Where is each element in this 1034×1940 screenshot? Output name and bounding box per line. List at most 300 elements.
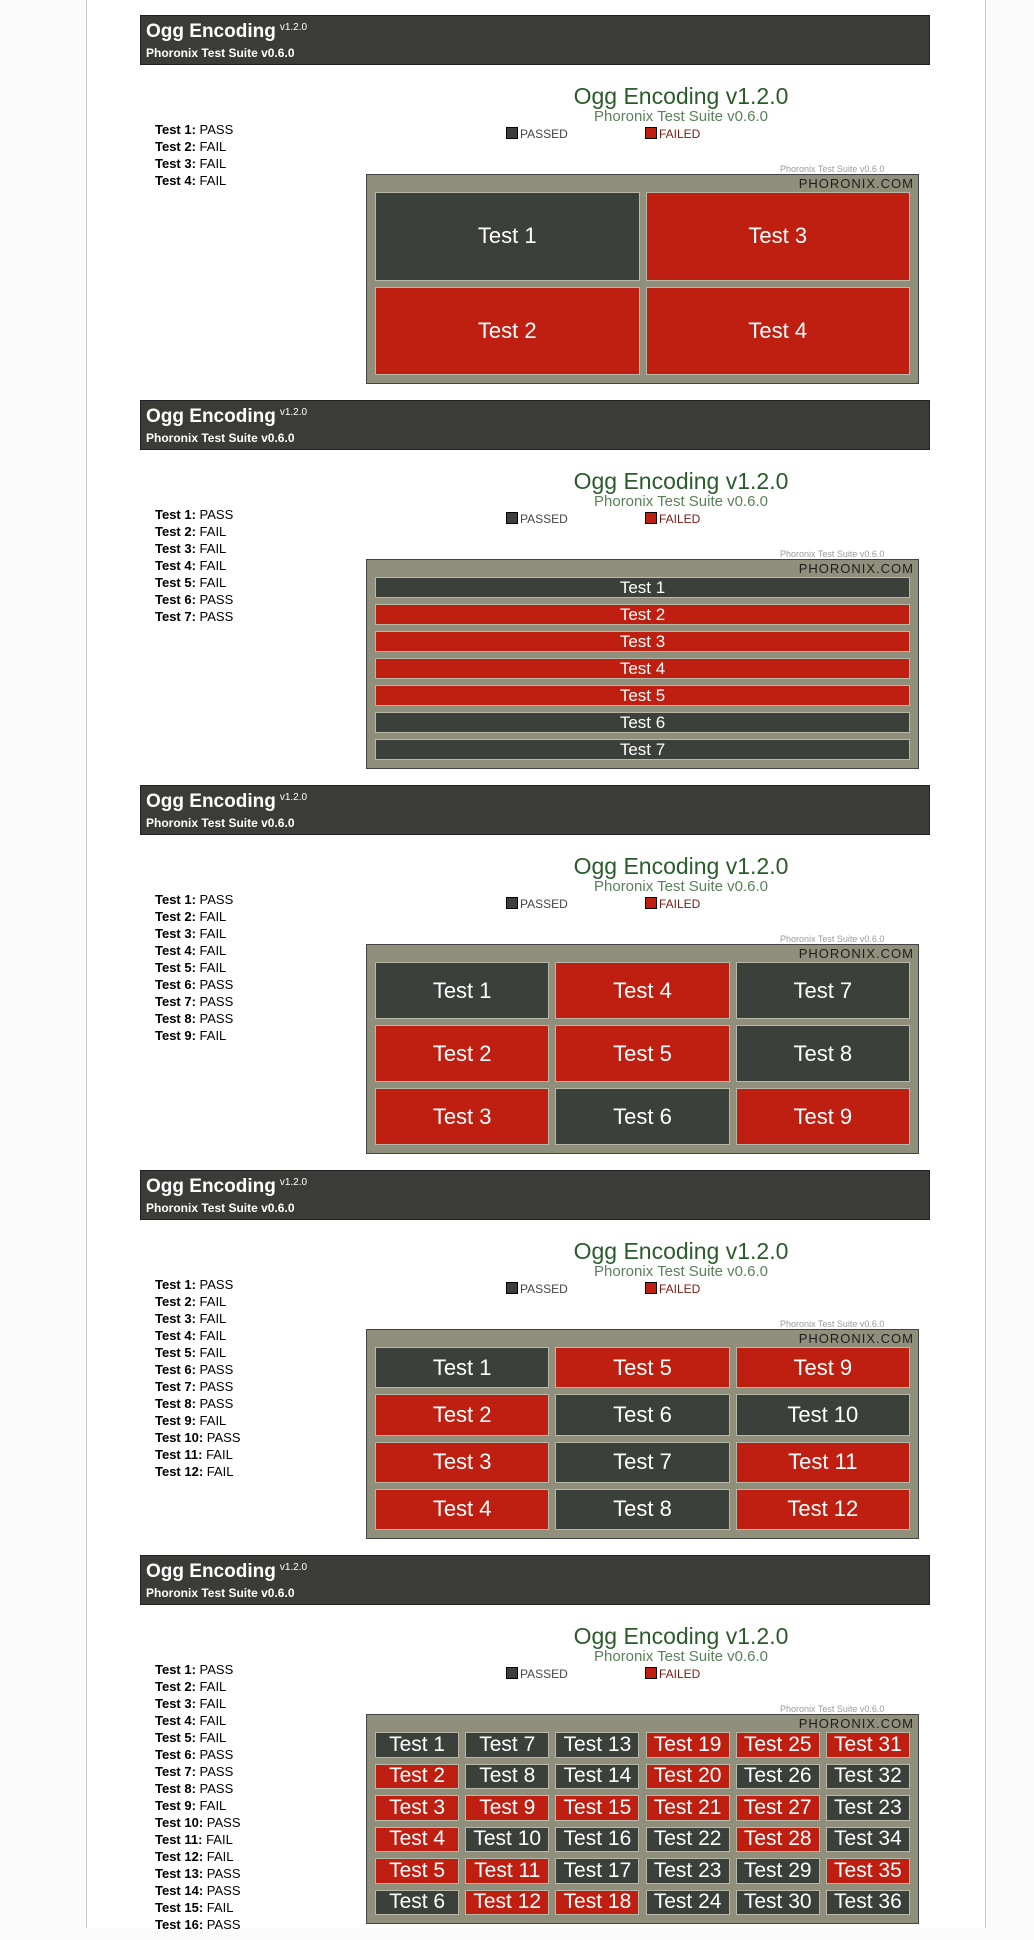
test-tile: Test 22 bbox=[646, 1827, 730, 1853]
chart-frame bbox=[366, 1714, 919, 1924]
legend-failed-swatch bbox=[645, 512, 657, 524]
test-tile: Test 4 bbox=[375, 1489, 549, 1530]
legend-passed bbox=[506, 127, 568, 141]
legend-failed bbox=[645, 897, 700, 911]
test-tile: Test 13 bbox=[555, 1732, 639, 1758]
result-item bbox=[155, 574, 233, 591]
result-item bbox=[155, 993, 233, 1010]
chart-title: Ogg Encoding v1.2.0 bbox=[573, 853, 789, 879]
result-value: FAIL bbox=[203, 1849, 234, 1864]
result-value: FAIL bbox=[195, 960, 227, 975]
test-tile: Test 9 bbox=[736, 1088, 910, 1145]
result-label: Test 1: bbox=[155, 122, 196, 137]
result-label: Test 8: bbox=[155, 1396, 196, 1411]
result-value: FAIL bbox=[195, 926, 227, 941]
test-tile: Test 11 bbox=[465, 1858, 549, 1884]
result-item bbox=[155, 925, 233, 942]
section-subtitle: Phoronix Test Suite v0.6.0 bbox=[146, 1201, 295, 1215]
result-value: FAIL bbox=[195, 1345, 227, 1360]
chart-frame bbox=[366, 174, 919, 384]
test-tile: Test 6 bbox=[555, 1088, 729, 1145]
chart-watermark: Phoronix Test Suite v0.6.0 bbox=[780, 1704, 885, 1714]
result-label: Test 9: bbox=[155, 1413, 196, 1428]
result-item bbox=[155, 976, 233, 993]
result-value: PASS bbox=[195, 977, 234, 992]
result-item bbox=[155, 1729, 241, 1746]
result-value: PASS bbox=[195, 1277, 234, 1292]
chart-watermark: Phoronix Test Suite v0.6.0 bbox=[780, 549, 885, 559]
result-value: PASS bbox=[195, 1379, 234, 1394]
test-tile: Test 8 bbox=[555, 1489, 729, 1530]
result-item bbox=[155, 1276, 241, 1293]
result-label: Test 2: bbox=[155, 909, 196, 924]
result-item bbox=[155, 1327, 241, 1344]
test-tile: Test 1 bbox=[375, 577, 910, 598]
result-value: PASS bbox=[195, 609, 234, 624]
result-item bbox=[155, 1780, 241, 1797]
chart-title: Ogg Encoding v1.2.0 bbox=[573, 468, 789, 494]
test-tile: Test 9 bbox=[736, 1347, 910, 1388]
result-value: FAIL bbox=[195, 1311, 227, 1326]
test-tile: Test 32 bbox=[826, 1764, 910, 1790]
section-version: v1.2.0 bbox=[279, 1561, 308, 1573]
result-value: PASS bbox=[195, 1011, 234, 1026]
section-title-text: Ogg Encoding bbox=[146, 406, 276, 427]
result-value: FAIL bbox=[195, 1328, 227, 1343]
result-item bbox=[155, 1344, 241, 1361]
result-item bbox=[155, 121, 233, 138]
result-label: Test 7: bbox=[155, 994, 196, 1009]
result-label: Test 6: bbox=[155, 1362, 196, 1377]
result-label: Test 1: bbox=[155, 1277, 196, 1292]
chart-title: Ogg Encoding v1.2.0 bbox=[573, 1623, 789, 1649]
result-label: Test 6: bbox=[155, 592, 196, 607]
test-tile: Test 2 bbox=[375, 1025, 549, 1082]
result-value: FAIL bbox=[195, 1413, 227, 1428]
chart-subtitle: Phoronix Test Suite v0.6.0 bbox=[594, 1648, 768, 1665]
test-tile: Test 1 bbox=[375, 962, 549, 1019]
result-label: Test 2: bbox=[155, 139, 196, 154]
test-section bbox=[140, 785, 930, 1170]
section-title-text: Ogg Encoding bbox=[146, 1561, 276, 1582]
result-item bbox=[155, 1378, 241, 1395]
chart-frame bbox=[366, 944, 919, 1154]
test-tile: Test 12 bbox=[465, 1890, 549, 1916]
brand-label: PHORONIX.COM bbox=[798, 176, 914, 191]
legend-passed-swatch bbox=[506, 897, 518, 909]
result-value: FAIL bbox=[195, 1798, 227, 1813]
section-subtitle: Phoronix Test Suite v0.6.0 bbox=[146, 46, 295, 60]
result-label: Test 3: bbox=[155, 926, 196, 941]
test-tile: Test 23 bbox=[826, 1795, 910, 1821]
section-version: v1.2.0 bbox=[279, 406, 308, 418]
result-label: Test 9: bbox=[155, 1798, 196, 1813]
test-section bbox=[140, 1170, 930, 1555]
legend-passed bbox=[506, 1667, 568, 1681]
legend-failed-label: FAILED bbox=[659, 1667, 701, 1681]
result-label: Test 7: bbox=[155, 1764, 196, 1779]
result-label: Test 1: bbox=[155, 507, 196, 522]
section-header bbox=[140, 785, 930, 835]
result-item bbox=[155, 942, 233, 959]
test-tile: Test 4 bbox=[646, 287, 911, 376]
chart-watermark: Phoronix Test Suite v0.6.0 bbox=[780, 1319, 885, 1329]
result-label: Test 4: bbox=[155, 943, 196, 958]
result-label: Test 11: bbox=[155, 1832, 203, 1847]
test-tile: Test 4 bbox=[375, 1827, 459, 1853]
result-value: FAIL bbox=[195, 156, 227, 171]
result-item bbox=[155, 506, 233, 523]
test-tile: Test 3 bbox=[375, 1795, 459, 1821]
brand-label: PHORONIX.COM bbox=[798, 1331, 914, 1346]
test-tile: Test 19 bbox=[646, 1732, 730, 1758]
section-version: v1.2.0 bbox=[279, 791, 308, 803]
result-label: Test 3: bbox=[155, 1696, 196, 1711]
test-tile: Test 5 bbox=[555, 1025, 729, 1082]
section-subtitle: Phoronix Test Suite v0.6.0 bbox=[146, 431, 295, 445]
legend-failed bbox=[645, 1667, 700, 1681]
test-section bbox=[140, 400, 930, 785]
legend-failed-label: FAILED bbox=[659, 897, 701, 911]
section-header bbox=[140, 1555, 930, 1605]
results-list bbox=[155, 891, 233, 1044]
test-tile: Test 35 bbox=[826, 1858, 910, 1884]
result-value: FAIL bbox=[203, 1900, 234, 1915]
chart-title: Ogg Encoding v1.2.0 bbox=[573, 83, 789, 109]
result-value: PASS bbox=[203, 1430, 241, 1445]
result-value: FAIL bbox=[195, 1679, 227, 1694]
legend-failed-swatch bbox=[645, 127, 657, 139]
result-label: Test 16: bbox=[155, 1917, 204, 1932]
legend-failed-swatch bbox=[645, 1282, 657, 1294]
test-section bbox=[140, 15, 930, 400]
result-value: PASS bbox=[195, 1396, 234, 1411]
section-header bbox=[140, 1170, 930, 1220]
section-title-text: Ogg Encoding bbox=[146, 791, 276, 812]
result-item bbox=[155, 1293, 241, 1310]
result-value: FAIL bbox=[203, 1464, 234, 1479]
result-label: Test 12: bbox=[155, 1464, 204, 1479]
test-tile: Test 28 bbox=[736, 1827, 820, 1853]
result-label: Test 15: bbox=[155, 1900, 204, 1915]
result-label: Test 2: bbox=[155, 1679, 196, 1694]
results-list bbox=[155, 121, 233, 189]
result-item bbox=[155, 1446, 241, 1463]
test-tile: Test 12 bbox=[736, 1489, 910, 1530]
section-subtitle: Phoronix Test Suite v0.6.0 bbox=[146, 1586, 295, 1600]
result-value: PASS bbox=[195, 1362, 234, 1377]
brand-label: PHORONIX.COM bbox=[798, 1716, 914, 1731]
result-label: Test 4: bbox=[155, 1713, 196, 1728]
chart-frame bbox=[366, 559, 919, 769]
result-item bbox=[155, 155, 233, 172]
test-tile: Test 7 bbox=[555, 1442, 729, 1483]
result-item bbox=[155, 1899, 241, 1916]
result-label: Test 6: bbox=[155, 977, 196, 992]
section-title bbox=[146, 21, 307, 43]
legend-failed-swatch bbox=[645, 1667, 657, 1679]
results-list bbox=[155, 1661, 241, 1933]
result-value: FAIL bbox=[195, 575, 227, 590]
test-tile: Test 10 bbox=[465, 1827, 549, 1853]
chart-subtitle: Phoronix Test Suite v0.6.0 bbox=[594, 108, 768, 125]
result-value: FAIL bbox=[195, 1730, 227, 1745]
legend-passed-label: PASSED bbox=[520, 512, 568, 526]
result-item bbox=[155, 1916, 241, 1933]
test-tile: Test 27 bbox=[736, 1795, 820, 1821]
test-tile: Test 20 bbox=[646, 1764, 730, 1790]
section-title bbox=[146, 1561, 307, 1583]
result-item bbox=[155, 1429, 241, 1446]
result-value: FAIL bbox=[195, 173, 227, 188]
test-tile: Test 8 bbox=[465, 1764, 549, 1790]
result-label: Test 5: bbox=[155, 960, 196, 975]
result-label: Test 14: bbox=[155, 1883, 204, 1898]
section-header bbox=[140, 400, 930, 450]
result-item bbox=[155, 1027, 233, 1044]
test-tile: Test 3 bbox=[375, 631, 910, 652]
result-label: Test 5: bbox=[155, 575, 196, 590]
result-item bbox=[155, 1463, 241, 1480]
result-item bbox=[155, 138, 233, 155]
test-tile: Test 6 bbox=[555, 1394, 729, 1435]
result-label: Test 4: bbox=[155, 558, 196, 573]
results-list bbox=[155, 506, 233, 625]
section-title bbox=[146, 1176, 307, 1198]
result-value: FAIL bbox=[195, 1028, 227, 1043]
test-tile: Test 3 bbox=[375, 1088, 549, 1145]
result-label: Test 3: bbox=[155, 1311, 196, 1326]
result-label: Test 2: bbox=[155, 1294, 196, 1309]
legend-failed-label: FAILED bbox=[659, 127, 701, 141]
test-tile: Test 2 bbox=[375, 287, 640, 376]
legend-failed-label: FAILED bbox=[659, 1282, 701, 1296]
result-item bbox=[155, 557, 233, 574]
result-item bbox=[155, 608, 233, 625]
result-item bbox=[155, 1865, 241, 1882]
test-tile: Test 25 bbox=[736, 1732, 820, 1758]
result-label: Test 1: bbox=[155, 892, 196, 907]
test-tile: Test 1 bbox=[375, 192, 640, 281]
result-item bbox=[155, 1882, 241, 1899]
result-label: Test 1: bbox=[155, 1662, 196, 1677]
result-value: FAIL bbox=[195, 1696, 227, 1711]
test-tile: Test 11 bbox=[736, 1442, 910, 1483]
legend-failed-swatch bbox=[645, 897, 657, 909]
result-value: FAIL bbox=[195, 558, 227, 573]
section-version: v1.2.0 bbox=[279, 21, 308, 33]
result-label: Test 3: bbox=[155, 156, 196, 171]
test-tile: Test 34 bbox=[826, 1827, 910, 1853]
section-title bbox=[146, 406, 307, 428]
legend-passed bbox=[506, 1282, 568, 1296]
test-section bbox=[140, 1555, 930, 1940]
test-tile: Test 1 bbox=[375, 1347, 549, 1388]
result-label: Test 7: bbox=[155, 609, 196, 624]
chart-subtitle: Phoronix Test Suite v0.6.0 bbox=[594, 1263, 768, 1280]
result-value: FAIL bbox=[202, 1447, 233, 1462]
test-tile: Test 9 bbox=[465, 1795, 549, 1821]
test-tile: Test 2 bbox=[375, 1394, 549, 1435]
result-item bbox=[155, 1797, 241, 1814]
result-item bbox=[155, 1746, 241, 1763]
legend-passed bbox=[506, 512, 568, 526]
legend-failed bbox=[645, 512, 700, 526]
test-tile: Test 23 bbox=[646, 1858, 730, 1884]
result-item bbox=[155, 908, 233, 925]
test-tile: Test 15 bbox=[555, 1795, 639, 1821]
result-value: FAIL bbox=[195, 139, 227, 154]
result-value: FAIL bbox=[195, 1713, 227, 1728]
brand-label: PHORONIX.COM bbox=[798, 561, 914, 576]
result-value: FAIL bbox=[202, 1832, 233, 1847]
result-value: FAIL bbox=[195, 524, 227, 539]
result-item bbox=[155, 1395, 241, 1412]
test-tile: Test 18 bbox=[555, 1890, 639, 1916]
legend-failed bbox=[645, 1282, 700, 1296]
result-item bbox=[155, 172, 233, 189]
result-value: PASS bbox=[195, 892, 234, 907]
section-subtitle: Phoronix Test Suite v0.6.0 bbox=[146, 816, 295, 830]
test-tile: Test 1 bbox=[375, 1732, 459, 1758]
legend-passed-label: PASSED bbox=[520, 1282, 568, 1296]
section-title bbox=[146, 791, 307, 813]
legend-passed-swatch bbox=[506, 127, 518, 139]
result-item bbox=[155, 1361, 241, 1378]
result-label: Test 4: bbox=[155, 1328, 196, 1343]
result-value: PASS bbox=[203, 1883, 241, 1898]
legend-passed-label: PASSED bbox=[520, 1667, 568, 1681]
result-label: Test 6: bbox=[155, 1747, 196, 1762]
result-label: Test 13: bbox=[155, 1866, 204, 1881]
test-tile: Test 2 bbox=[375, 1764, 459, 1790]
legend-passed bbox=[506, 897, 568, 911]
result-item bbox=[155, 1678, 241, 1695]
result-label: Test 10: bbox=[155, 1430, 204, 1445]
result-value: PASS bbox=[203, 1917, 241, 1932]
test-tile: Test 31 bbox=[826, 1732, 910, 1758]
result-value: PASS bbox=[203, 1815, 241, 1830]
result-label: Test 7: bbox=[155, 1379, 196, 1394]
chart-watermark: Phoronix Test Suite v0.6.0 bbox=[780, 934, 885, 944]
result-label: Test 2: bbox=[155, 524, 196, 539]
chart-subtitle: Phoronix Test Suite v0.6.0 bbox=[594, 493, 768, 510]
legend-failed-label: FAILED bbox=[659, 512, 701, 526]
result-label: Test 8: bbox=[155, 1011, 196, 1026]
section-title-text: Ogg Encoding bbox=[146, 1176, 276, 1197]
result-item bbox=[155, 959, 233, 976]
result-item bbox=[155, 1712, 241, 1729]
result-value: PASS bbox=[203, 1866, 241, 1881]
legend-passed-swatch bbox=[506, 512, 518, 524]
legend-failed bbox=[645, 127, 700, 141]
result-item bbox=[155, 1412, 241, 1429]
result-item bbox=[155, 1831, 241, 1848]
result-item bbox=[155, 1763, 241, 1780]
test-tile: Test 4 bbox=[375, 658, 910, 679]
test-tile: Test 26 bbox=[736, 1764, 820, 1790]
legend-passed-swatch bbox=[506, 1667, 518, 1679]
result-item bbox=[155, 591, 233, 608]
result-value: FAIL bbox=[195, 943, 227, 958]
result-label: Test 12: bbox=[155, 1849, 204, 1864]
result-value: PASS bbox=[195, 122, 234, 137]
test-tile: Test 36 bbox=[826, 1890, 910, 1916]
result-value: FAIL bbox=[195, 909, 227, 924]
result-value: FAIL bbox=[195, 541, 227, 556]
chart-title: Ogg Encoding v1.2.0 bbox=[573, 1238, 789, 1264]
test-tile: Test 6 bbox=[375, 1890, 459, 1916]
test-tile: Test 3 bbox=[646, 192, 911, 281]
result-value: PASS bbox=[195, 1662, 234, 1677]
test-tile: Test 4 bbox=[555, 962, 729, 1019]
test-tile: Test 21 bbox=[646, 1795, 730, 1821]
result-item bbox=[155, 1814, 241, 1831]
result-item bbox=[155, 1010, 233, 1027]
test-tile: Test 10 bbox=[736, 1394, 910, 1435]
brand-label: PHORONIX.COM bbox=[798, 946, 914, 961]
test-tile: Test 29 bbox=[736, 1858, 820, 1884]
result-value: PASS bbox=[195, 994, 234, 1009]
result-item bbox=[155, 1661, 241, 1678]
test-tile: Test 8 bbox=[736, 1025, 910, 1082]
test-tile: Test 17 bbox=[555, 1858, 639, 1884]
result-value: PASS bbox=[195, 507, 234, 522]
section-title-text: Ogg Encoding bbox=[146, 21, 276, 42]
chart-frame bbox=[366, 1329, 919, 1539]
result-item bbox=[155, 523, 233, 540]
result-item bbox=[155, 891, 233, 908]
chart-subtitle: Phoronix Test Suite v0.6.0 bbox=[594, 878, 768, 895]
result-label: Test 11: bbox=[155, 1447, 203, 1462]
test-tile: Test 3 bbox=[375, 1442, 549, 1483]
test-tile: Test 6 bbox=[375, 712, 910, 733]
test-tile: Test 7 bbox=[736, 962, 910, 1019]
result-label: Test 5: bbox=[155, 1730, 196, 1745]
chart-watermark: Phoronix Test Suite v0.6.0 bbox=[780, 164, 885, 174]
test-tile: Test 5 bbox=[555, 1347, 729, 1388]
result-item bbox=[155, 1310, 241, 1327]
result-value: PASS bbox=[195, 592, 234, 607]
test-tile: Test 7 bbox=[375, 739, 910, 760]
result-label: Test 3: bbox=[155, 541, 196, 556]
result-value: FAIL bbox=[195, 1294, 227, 1309]
result-label: Test 10: bbox=[155, 1815, 204, 1830]
section-header bbox=[140, 15, 930, 65]
legend-passed-swatch bbox=[506, 1282, 518, 1294]
result-label: Test 4: bbox=[155, 173, 196, 188]
result-item bbox=[155, 540, 233, 557]
test-tile: Test 5 bbox=[375, 1858, 459, 1884]
test-tile: Test 7 bbox=[465, 1732, 549, 1758]
results-list bbox=[155, 1276, 241, 1480]
result-label: Test 9: bbox=[155, 1028, 196, 1043]
legend-passed-label: PASSED bbox=[520, 127, 568, 141]
section-version: v1.2.0 bbox=[279, 1176, 308, 1188]
legend-passed-label: PASSED bbox=[520, 897, 568, 911]
test-tile: Test 24 bbox=[646, 1890, 730, 1916]
result-value: PASS bbox=[195, 1781, 234, 1796]
test-tile: Test 2 bbox=[375, 604, 910, 625]
test-tile: Test 30 bbox=[736, 1890, 820, 1916]
result-label: Test 5: bbox=[155, 1345, 196, 1360]
result-label: Test 8: bbox=[155, 1781, 196, 1796]
test-tile: Test 14 bbox=[555, 1764, 639, 1790]
test-tile: Test 5 bbox=[375, 685, 910, 706]
result-item bbox=[155, 1695, 241, 1712]
test-tile: Test 16 bbox=[555, 1827, 639, 1853]
result-value: PASS bbox=[195, 1747, 234, 1762]
